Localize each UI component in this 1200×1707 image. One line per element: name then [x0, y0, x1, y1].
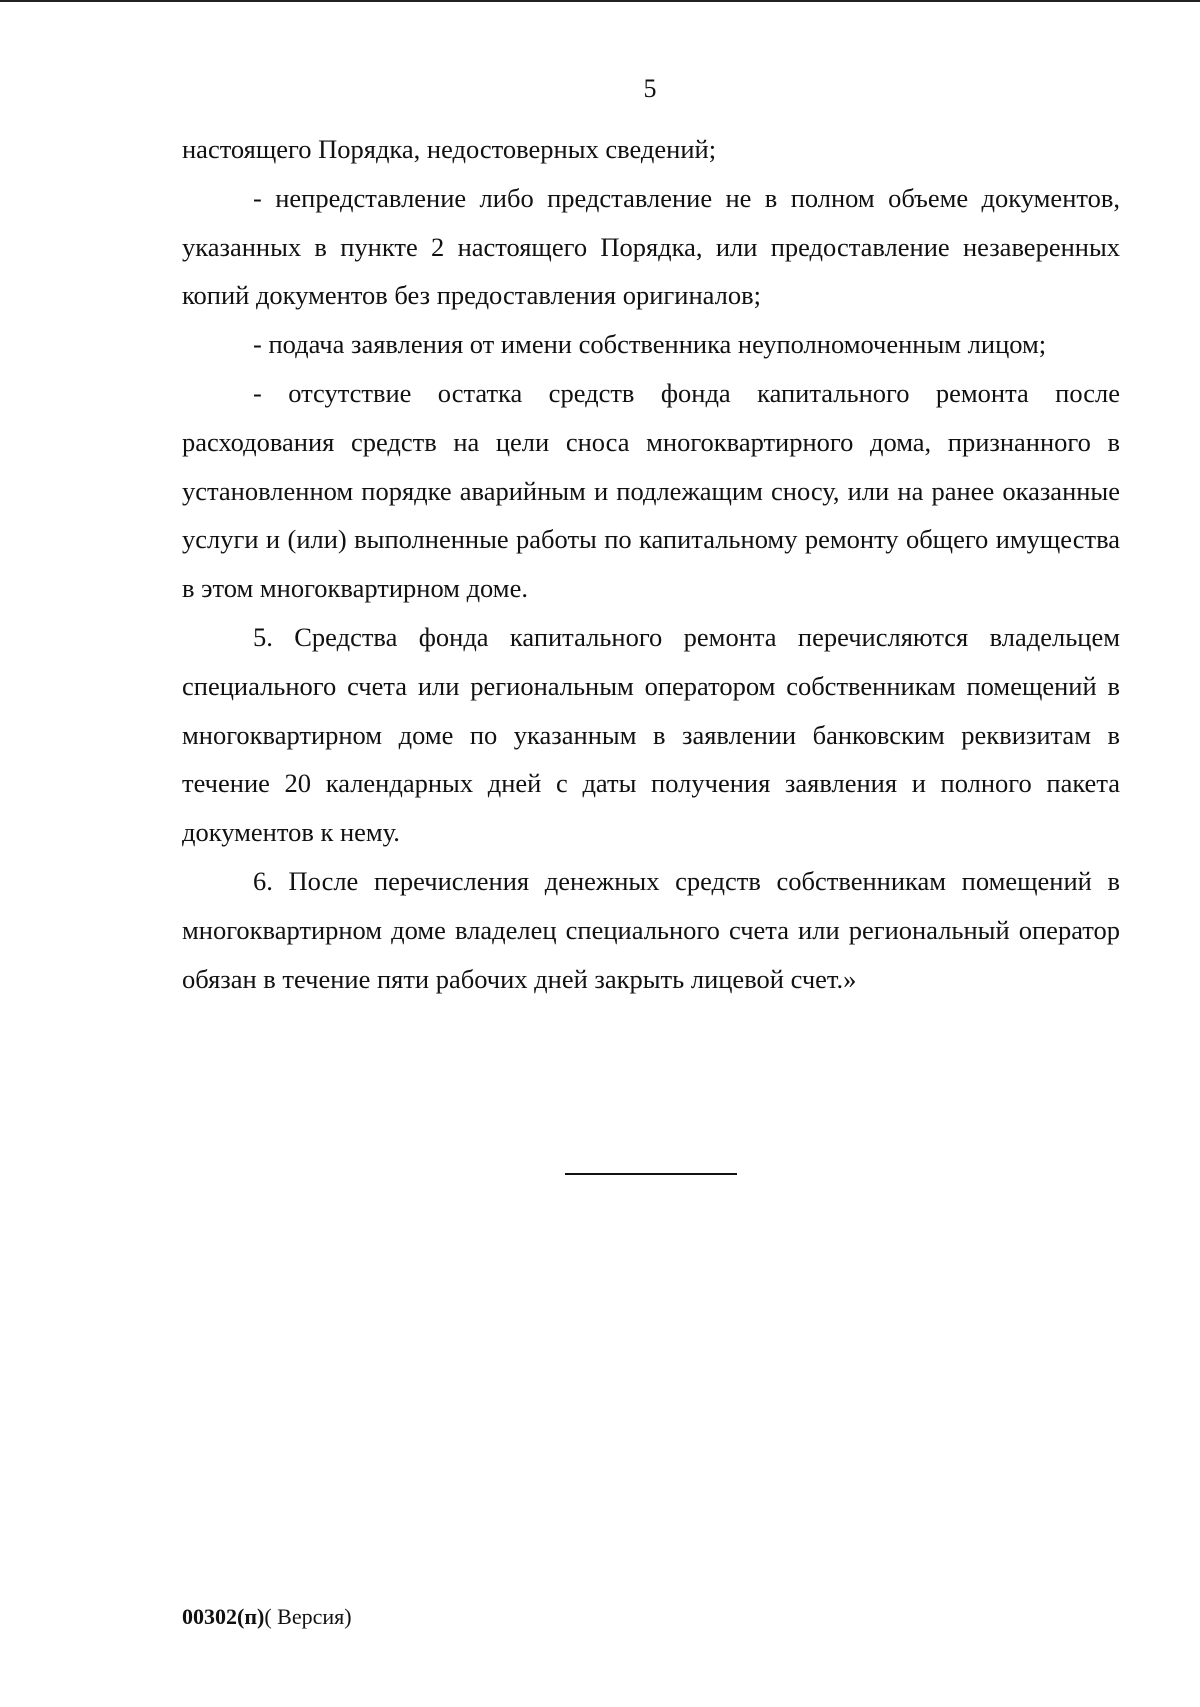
paragraph-continuation: настоящего Порядка, недостоверных сведений; — [182, 134, 717, 164]
document-body — [182, 125, 1120, 1003]
closing-separator-line — [565, 1173, 737, 1175]
list-item-incomplete-documents: - непредставление либо представление не в полном объеме документов, указанных в пункте 2 настоящего Порядка, или предоставление незаверенных копий документов без предоставления оригиналов; — [182, 182, 1120, 311]
clause-6-close-account: 6. После перечисления денежных средств собственникам помещений в многоквартирном доме владелец специального счета или региональный оператор обязан в течение пяти рабочих дней закрыть лицевой счет.» — [182, 865, 1120, 994]
document-footer — [182, 1604, 352, 1630]
page-number: 5 — [643, 74, 657, 103]
clause-5-transfer-of-funds: 5. Средства фонда капитального ремонта перечисляются владельцем специального счета или региональным оператором собственникам помещений в многоквартирном доме по указанным в заявлении банковским реквизитам в течение 20 календарных дней с даты получения заявления и полного пакета документов к нему. — [182, 621, 1120, 848]
document-code: 00302(п) — [182, 1604, 265, 1629]
top-border-line — [0, 0, 1200, 2]
list-item-no-fund-balance: - отсутствие остатка средств фонда капитального ремонта после расходования средств на цели сноса многоквартирного дома, признанного в установленном порядке аварийным и подлежащим сносу, или на ранее оказанные услуги и (или) выполненные работы по капитальному ремонту общего имущества в этом многоквартирном доме. — [182, 377, 1120, 604]
document-version: ( Версия) — [264, 1604, 352, 1629]
list-item-unauthorized-person: - подача заявления от имени собственника неуполномоченным лицом; — [253, 329, 1047, 360]
